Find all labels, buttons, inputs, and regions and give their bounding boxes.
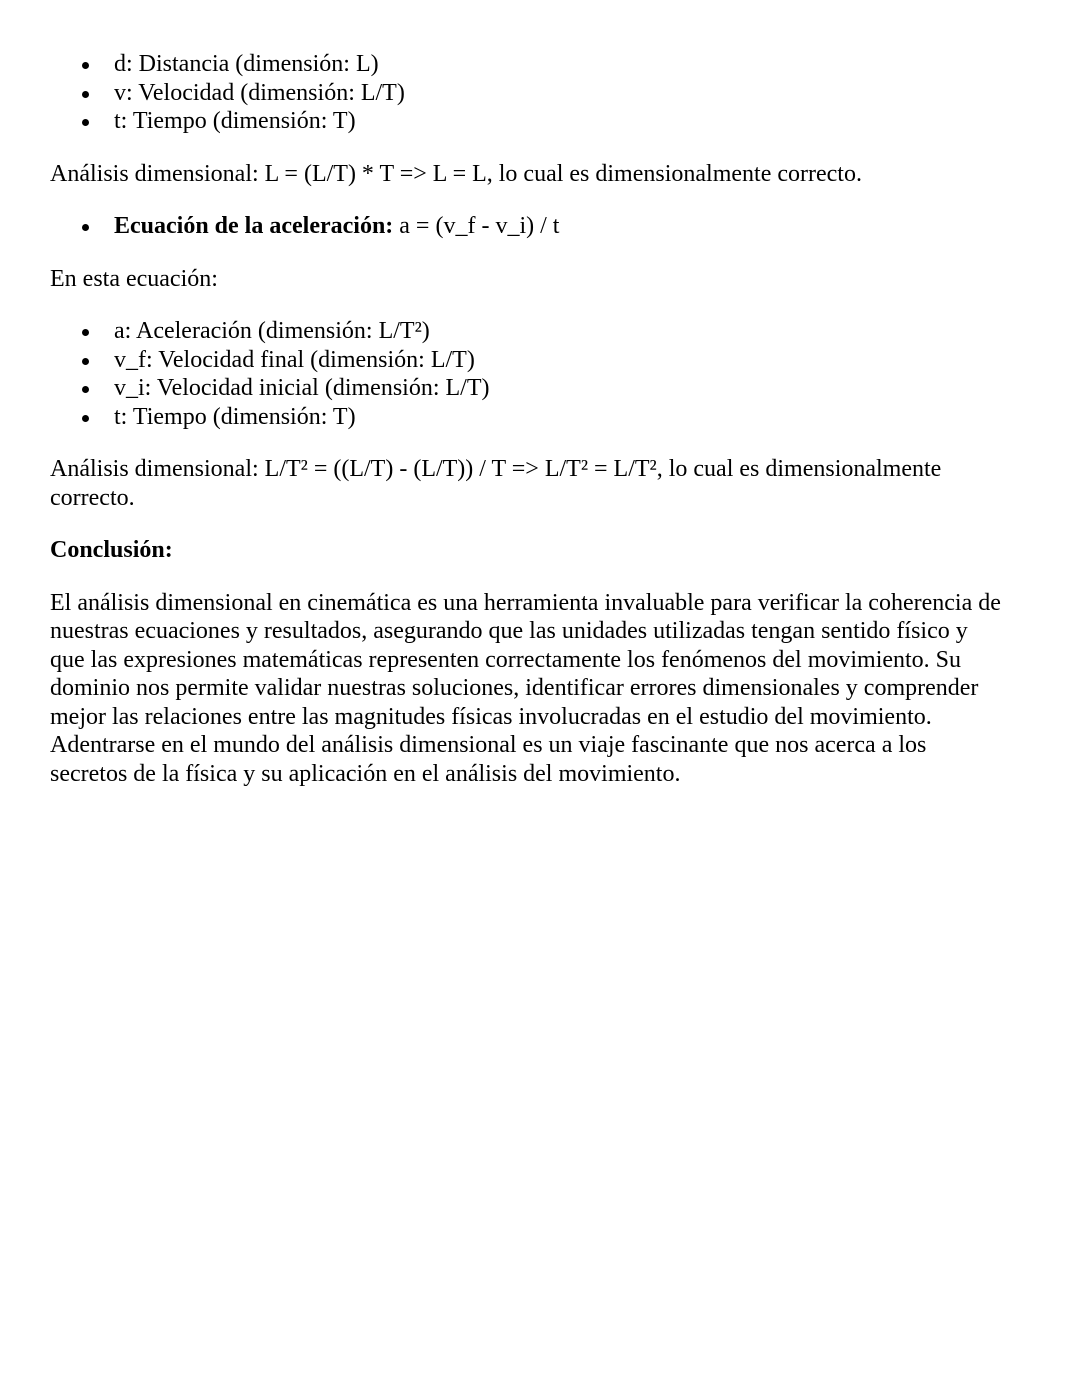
- acceleration-equation-label: Ecuación de la aceleración:: [114, 213, 394, 239]
- bullet-icon: [82, 329, 89, 336]
- list-item: t: Tiempo (dimensión: T): [50, 403, 1040, 432]
- acceleration-equation-formula: a = (v_f - v_i) / t: [393, 213, 560, 239]
- bullet-icon: [82, 358, 89, 365]
- bullet-icon: [82, 386, 89, 393]
- list-item: v: Velocidad (dimensión: L/T): [50, 79, 1040, 108]
- list-item: [50, 212, 1040, 241]
- bullet-icon: [82, 62, 89, 69]
- list-item: t: Tiempo (dimensión: T): [50, 107, 1040, 136]
- dimensional-analysis-velocity: Análisis dimensional: L = (L/T) * T => L = L, lo cual es dimensionalmente correcto.: [50, 160, 862, 187]
- list-item: v_f: Velocidad final (dimensión: L/T): [50, 346, 1040, 375]
- bullet-icon: [82, 119, 89, 126]
- acceleration-intro: En esta ecuación:: [50, 265, 218, 292]
- list-item: a: Aceleración (dimensión: L/T²): [50, 317, 1040, 346]
- conclusion-heading: Conclusión:: [50, 537, 173, 563]
- bullet-icon: [82, 224, 89, 231]
- list-item: d: Distancia (dimensión: L): [50, 50, 1040, 79]
- dimensional-analysis-acceleration: Análisis dimensional: L/T² = ((L/T) - (L/T)) / T => L/T² = L/T², lo cual es dimensionalmente correcto.: [50, 456, 942, 511]
- list-item: v_i: Velocidad inicial (dimensión: L/T): [50, 374, 1040, 403]
- document-page: [50, 50, 1040, 788]
- bullet-icon: [82, 415, 89, 422]
- acceleration-variable-list: [50, 317, 1040, 431]
- acceleration-equation-list: [50, 212, 1040, 241]
- velocity-variable-list: [50, 50, 1040, 136]
- conclusion-paragraph: El análisis dimensional en cinemática es una herramienta invaluable para verificar la coherencia de nuestras ecuaciones y resultados, asegurando que las unidades utilizadas tengan sentido físico y que las expresiones matemáticas representen correctamente los fenómenos del movimiento. Su dominio nos permite validar nuestras soluciones, identificar errores dimensionales y comprender mejor las relaciones entre las magnitudes físicas involucradas en el estudio del movimiento. Adentrarse en el mundo del análisis dimensional es un viaje fascinante que nos acerca a los secretos de la física y su aplicación en el análisis del movimiento.: [50, 589, 1001, 787]
- bullet-icon: [82, 91, 89, 98]
